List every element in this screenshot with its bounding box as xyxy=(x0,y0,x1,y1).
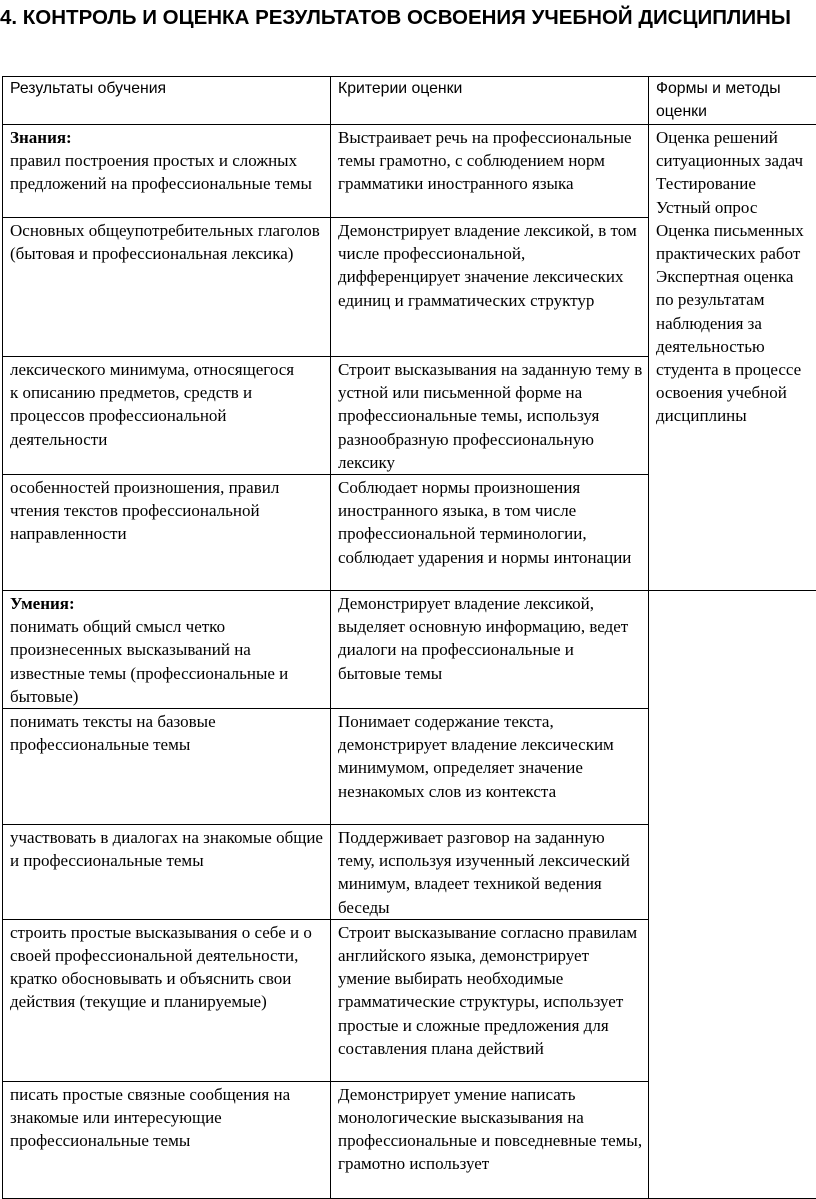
table-row xyxy=(3,591,816,709)
criteria-cell: Выстраивает речь на профессиональные темы грамотно, с соблюдением норм грамматики иностранного языка xyxy=(331,125,649,218)
result-cell: Знания: правил построения простых и сложных предложений на профессиональные темы xyxy=(3,125,331,218)
result-cell: писать простые связные сообщения на знакомые или интересующие профессиональные темы xyxy=(3,1081,331,1198)
result-cell: понимать тексты на базовые профессиональные темы xyxy=(3,709,331,825)
header-cell-criteria: Критерии оценки xyxy=(331,77,649,125)
criteria-cell: Соблюдает нормы произношения иностранного языка, в том числе профессиональной терминологии, соблюдает ударения и нормы интонации xyxy=(331,475,649,591)
result-cell: Умения: понимать общий смысл четко произнесенных высказываний на известные темы (профессиональные и бытовые) xyxy=(3,591,331,709)
page-title: 4. КОНТРОЛЬ И ОЦЕНКА РЕЗУЛЬТАТОВ ОСВОЕНИЯ УЧЕБНОЙ ДИСЦИПЛИНЫ xyxy=(0,2,812,33)
criteria-cell: Демонстрирует владение лексикой, выделяет основную информацию, ведет диалоги на профессиональные и бытовые темы xyxy=(331,591,649,709)
result-cell: лексического минимума, относящегося к описанию предметов, средств и процессов профессиональной деятельности xyxy=(3,357,331,475)
criteria-cell: Строит высказывание согласно правилам английского языка, демонстрирует умение выбирать необходимые грамматические структуры, использует простые и сложные предложения для составления плана действий xyxy=(331,919,649,1081)
criteria-cell: Демонстрирует умение написать монологические высказывания на профессиональные и повседневные темы, грамотно использует xyxy=(331,1081,649,1198)
header-cell-results: Результаты обучения xyxy=(3,77,331,125)
methods-cell-empty xyxy=(649,591,816,1199)
header-cell-methods: Формы и методы оценки xyxy=(649,77,816,125)
criteria-cell: Понимает содержание текста, демонстрирует владение лексическим минимумом, определяет значение незнакомых слов из контекста xyxy=(331,709,649,825)
table-header-row xyxy=(3,77,816,125)
methods-cell: Оценка решений ситуационных задач Тестирование Устный опрос Оценка письменных практических работ Экспертная оценка по результатам наблюдения за деятельностью студента в процессе освоения учебной дисциплины xyxy=(649,125,816,591)
skills-section-label: Умения: xyxy=(10,592,326,615)
result-cell: особенностей произношения, правил чтения текстов профессиональной направленности xyxy=(3,475,331,591)
table-row xyxy=(3,125,816,218)
knowledge-section-label: Знания: xyxy=(10,126,326,149)
assessment-table xyxy=(2,76,816,1199)
criteria-cell: Поддерживает разговор на заданную тему, используя изученный лексический минимум, владеет техникой ведения беседы xyxy=(331,825,649,920)
result-cell: Основных общеупотребительных глаголов (бытовая и профессиональная лексика) xyxy=(3,218,331,357)
result-cell: участвовать в диалогах на знакомые общие и профессиональные темы xyxy=(3,825,331,920)
criteria-cell: Строит высказывания на заданную тему в устной или письменной форме на профессиональные темы, используя разнообразную профессиональную лексику xyxy=(331,357,649,475)
result-cell: строить простые высказывания о себе и о своей профессиональной деятельности, кратко обосновывать и объяснить свои действия (текущие и планируемые) xyxy=(3,919,331,1081)
criteria-cell: Демонстрирует владение лексикой, в том числе профессиональной, дифференцирует значение лексических единиц и грамматических структур xyxy=(331,218,649,357)
